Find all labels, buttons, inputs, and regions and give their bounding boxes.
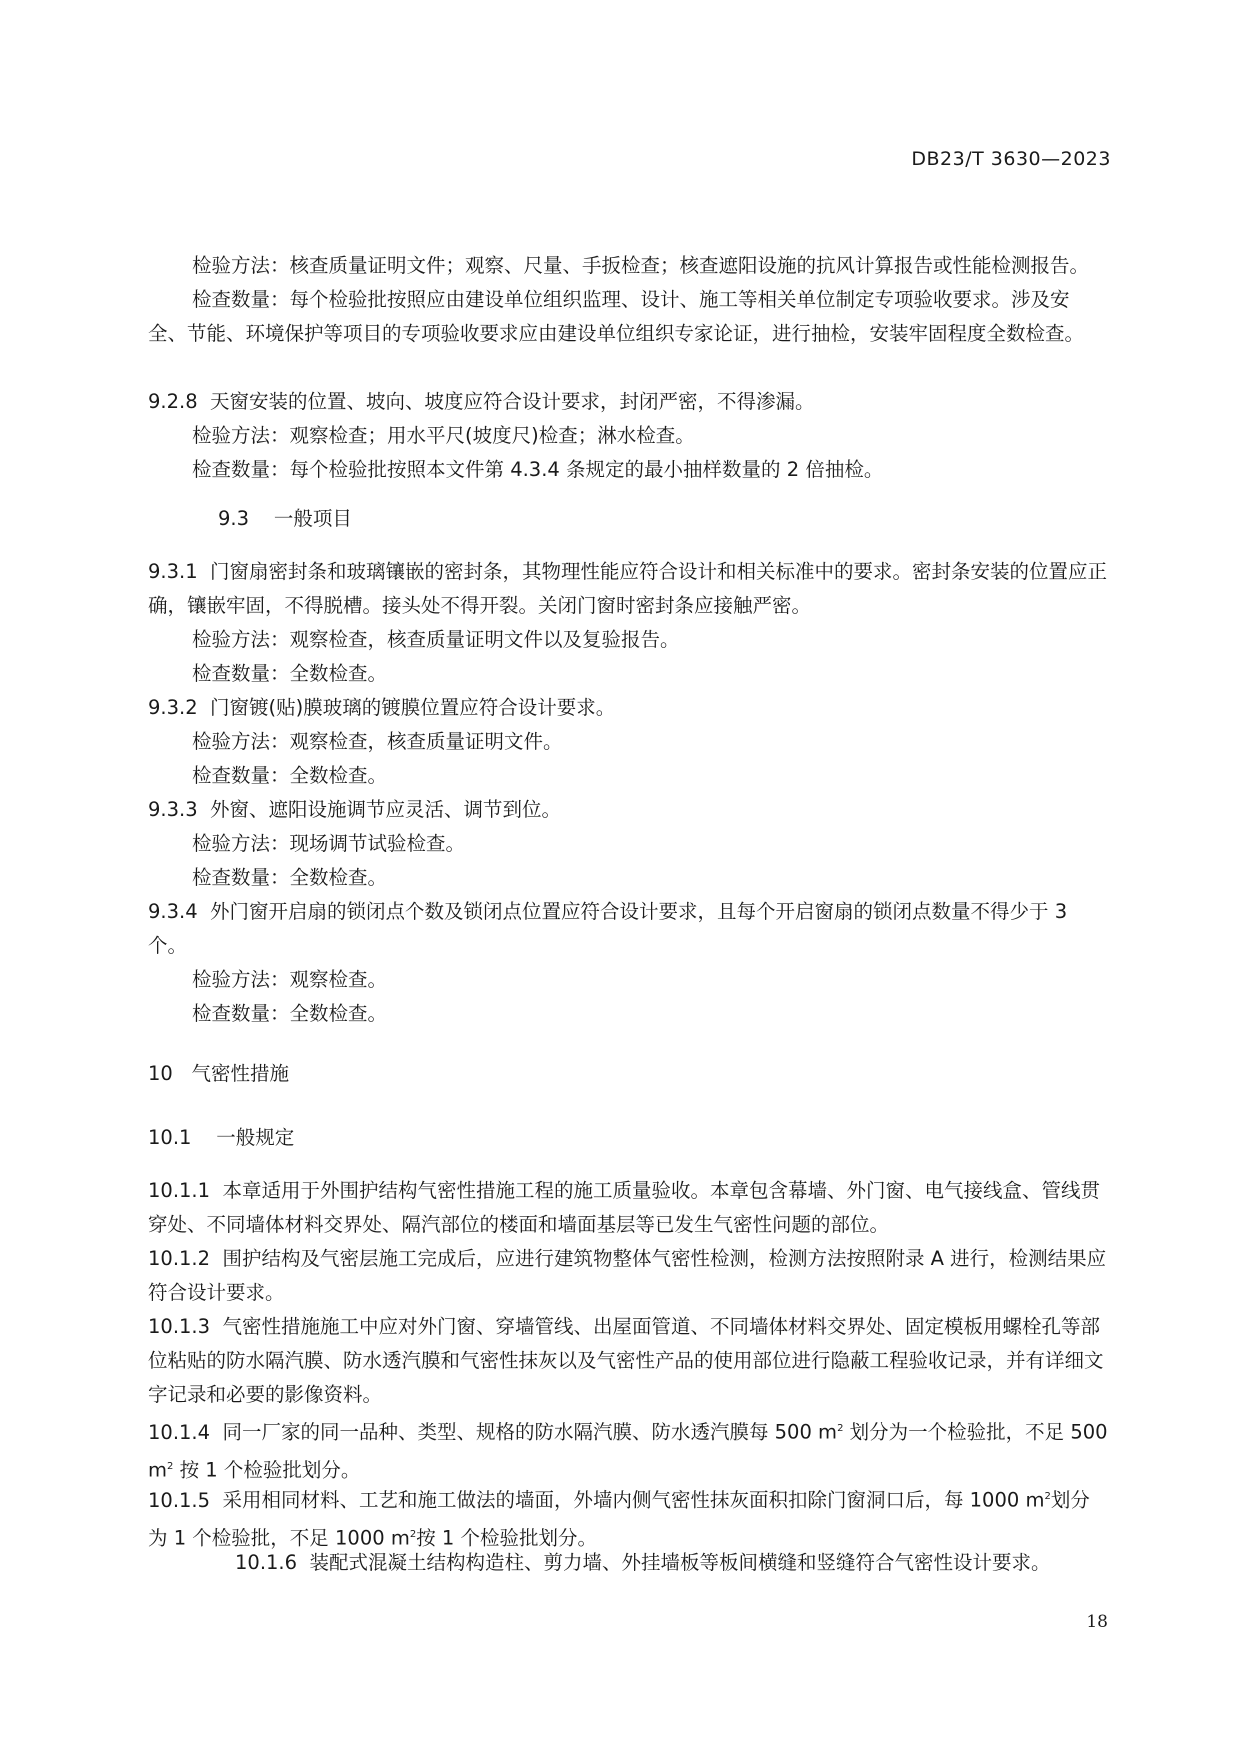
document-code: DB23/T 3630—2023 <box>911 148 1111 170</box>
section-heading-9-3 <box>218 503 352 531</box>
clause-10-1-5 <box>148 1480 1108 1555</box>
chapter-heading-10 <box>148 1058 289 1086</box>
clause-9-3-3-method: 检验方法：现场调节试验检查。 <box>192 832 466 855</box>
clause-number: 10.1.1 <box>148 1179 211 1202</box>
clause-number: 9.3.4 <box>148 900 198 923</box>
clause-text: 不足 500 m <box>148 1420 1108 1481</box>
clause-text: 本章适用于外围护结构气密性措施工程的施工质量验收。本章包含幕墙、外门窗、电气接线盒、管线贯穿处、不同墙体材料交界处、隔汽部位的楼面和墙面基层等已发生气密性问题的部位。 <box>148 1179 1100 1236</box>
clause-9-3-4-method: 检验方法：观察检查。 <box>192 968 388 991</box>
clause-text: 划分为一个检验批， <box>849 1420 1026 1444</box>
clause-number: 9.3.1 <box>148 560 198 583</box>
clause-text: 外窗、遮阳设施调节应灵活、调节到位。 <box>210 798 562 821</box>
clause-9-3-3-quantity: 检查数量：全数检查。 <box>192 866 388 889</box>
clause-9-2-8-quantity: 检查数量：每个检验批按照本文件第 4.3.4 条规定的最小抽样数量的 2 倍抽检。 <box>192 458 884 481</box>
clause-number: 10.1.6 <box>235 1551 298 1574</box>
clause-number: 10.1.3 <box>148 1315 211 1338</box>
clause-9-3-2 <box>148 691 1108 725</box>
clause-text: 按 1 个检验批划分。 <box>416 1526 598 1549</box>
clause-text: 围护结构及气密层施工完成后，应进行建筑物整体气密性检测，检测方法按照附录 A 进行，检测结果应符合设计要求。 <box>148 1247 1107 1304</box>
superscript: 2 <box>409 1528 417 1540</box>
superscript: 2 <box>837 1423 844 1434</box>
clause-text: 装配式混凝土结构构造柱、剪力墙、外挂墙板等板间横缝和竖缝符合气密性设计要求。 <box>309 1551 1051 1574</box>
clause-10-1-2 <box>148 1242 1108 1310</box>
clause-number: 10.1.4 <box>148 1420 211 1444</box>
clause-9-2-8-method: 检验方法：观察检查；用水平尺(坡度尺)检查；淋水检查。 <box>192 424 695 447</box>
clause-number: 9.3.3 <box>148 798 198 821</box>
section-number: 9.3 <box>218 507 250 530</box>
clause-10-1-1 <box>148 1174 1108 1242</box>
clause-number: 9.2.8 <box>148 390 198 413</box>
clause-text: 外门窗开启扇的锁闭点个数及锁闭点位置应符合设计要求，且每个开启窗扇的锁闭点数量不得少于 3 个。 <box>148 900 1068 957</box>
clause-9-3-1-quantity: 检查数量：全数检查。 <box>192 662 388 685</box>
superscript: 2 <box>167 1460 174 1472</box>
clause-number: 10.1.5 <box>148 1488 211 1512</box>
clause-text: 按 1 个检验批划分。 <box>179 1458 361 1481</box>
clause-9-3-3 <box>148 793 1108 827</box>
clause-9-3-1-method: 检验方法：观察检查，核查质量证明文件以及复验报告。 <box>192 628 680 651</box>
clause-number: 10.1.2 <box>148 1247 211 1270</box>
superscript: 2 <box>1044 1491 1051 1502</box>
section-number: 10.1 <box>148 1126 192 1149</box>
clause-9-3-1 <box>148 555 1108 623</box>
clause-text: 门窗镀(贴)膜玻璃的镀膜位置应符合设计要求。 <box>210 696 616 719</box>
clause-10-1-3 <box>148 1310 1108 1412</box>
clause-9-3-2-method: 检验方法：观察检查，核查质量证明文件。 <box>192 730 563 753</box>
section-title: 一般项目 <box>273 507 352 530</box>
clause-text: 天窗安装的位置、坡向、坡度应符合设计要求，封闭严密，不得渗漏。 <box>210 390 815 413</box>
section-title: 一般规定 <box>216 1126 295 1149</box>
section-heading-10-1 <box>148 1122 294 1150</box>
clause-9-3-2-quantity: 检查数量：全数检查。 <box>192 764 388 787</box>
clause-9-2-8 <box>148 385 1108 419</box>
clause-text: 同一厂家的同一品种、类型、规格的防水隔汽膜、防水透汽膜每 500 m <box>222 1420 838 1444</box>
page-number: 18 <box>1086 1612 1108 1632</box>
clause-text: 门窗扇密封条和玻璃镶嵌的密封条，其物理性能应符合设计和相关标准中的要求。密封条安装的位置应正确，镶嵌牢固，不得脱槽。接头处不得开裂。关闭门窗时密封条应接触严密。 <box>148 560 1108 617</box>
inspection-quantity-paragraph: 检查数量：每个检验批按照应由建设单位组织监理、设计、施工等相关单位制定专项验收要求。涉及安全、节能、环境保护等项目的专项验收要求应由建设单位组织专家论证，进行抽检，安装牢固程度全数检查。 <box>148 288 1085 345</box>
clause-9-3-4 <box>148 895 1108 963</box>
chapter-title: 气密性措施 <box>191 1062 289 1085</box>
clause-text: 采用相同材料、工艺和施工做法的墙面，外墙内侧气密性抹灰面积扣除门窗洞口后，每 1000 m <box>222 1488 1045 1512</box>
inspection-method-paragraph: 检验方法：核查质量证明文件；观察、尺量、手扳检查；核查遮阳设施的抗风计算报告或性能检测报告。 <box>192 254 1090 277</box>
clause-number: 9.3.2 <box>148 696 198 719</box>
clause-9-3-4-quantity: 检查数量：全数检查。 <box>192 1002 388 1025</box>
clause-10-1-4 <box>148 1412 1108 1487</box>
chapter-number: 10 <box>148 1062 173 1085</box>
clause-text: 划分为 1 个检验批，不足 1000 m <box>148 1488 1090 1549</box>
clause-text: 气密性措施施工中应对外门窗、穿墙管线、出屋面管道、不同墙体材料交界处、固定模板用螺栓孔等部位粘贴的防水隔汽膜、防水透汽膜和气密性抹灰以及气密性产品的使用部位进行隐蔽工程验收记录，并有详细文字记录和必要的影像资料。 <box>148 1315 1104 1406</box>
clause-10-1-6 <box>235 1546 1050 1580</box>
